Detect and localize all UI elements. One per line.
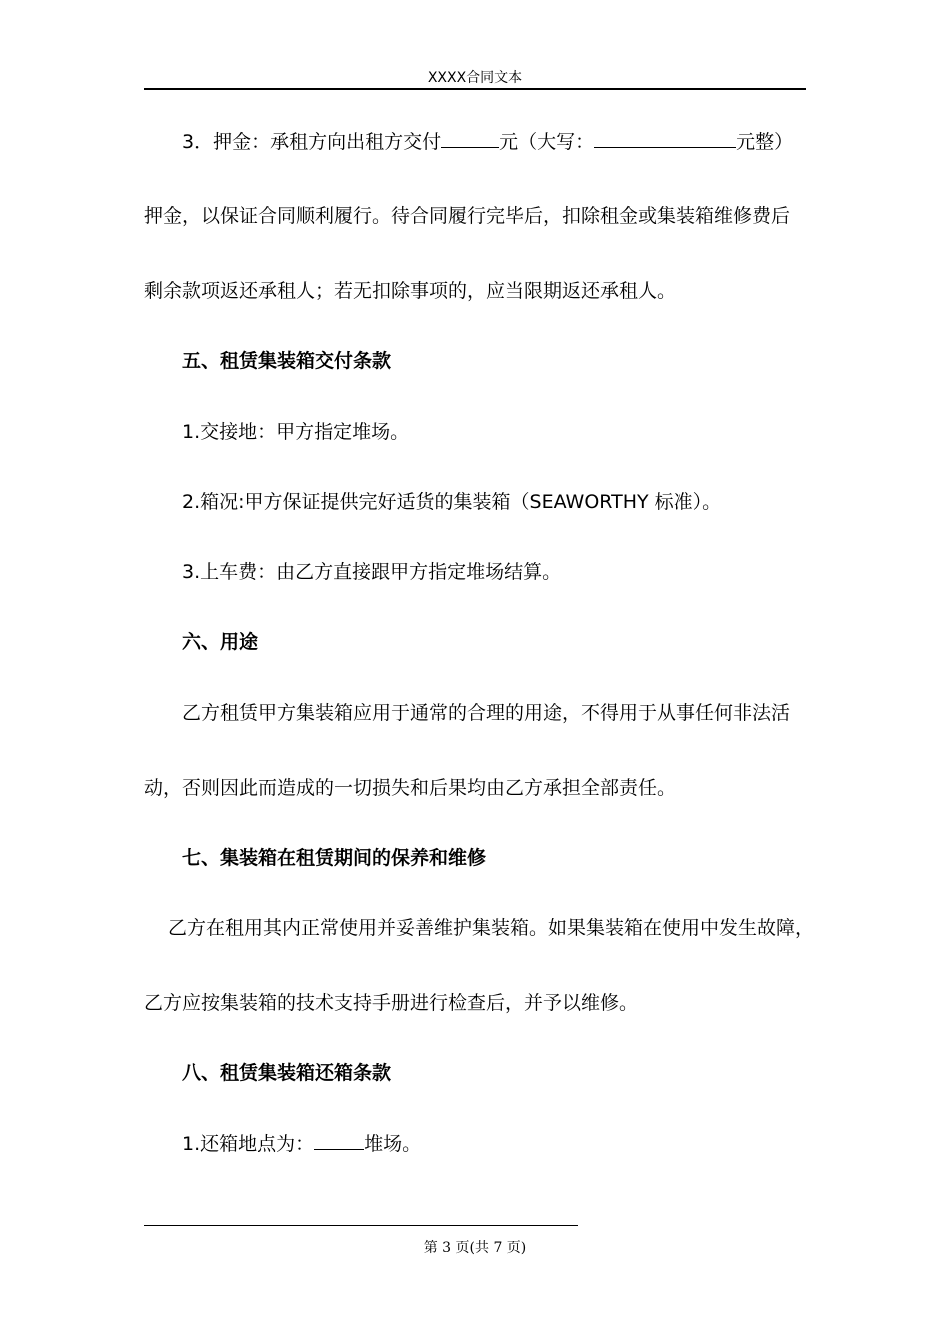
deposit-amount-blank: [441, 129, 499, 148]
section-8-item-1: [182, 1131, 421, 1156]
deposit-unit: 元（大写：: [499, 131, 595, 153]
section-7-line-1: 乙方在租用其内正常使用并妥善维护集装箱。如果集装箱在使用中发生故障，: [168, 917, 815, 939]
section-6-line-1: 乙方租赁甲方集装箱应用于通常的合理的用途，不得用于从事任何非法活: [182, 702, 791, 724]
footer-rule: [144, 1225, 578, 1226]
section-7-line-2: 乙方应按集装箱的技术支持手册进行检查后，并予以维修。: [144, 992, 639, 1014]
deposit-prefix: 3．押金：承租方向出租方交付: [182, 131, 442, 153]
page-header: XXXX合同文本: [427, 70, 523, 86]
section-5-item-3: 3.上车费：由乙方直接跟甲方指定堆场结算。: [182, 561, 562, 583]
return-location-prefix: 1.还箱地点为：: [182, 1133, 315, 1155]
deposit-line-3: 剩余款项返还承租人；若无扣除事项的，应当限期返还承租人。: [144, 280, 677, 302]
return-location-suffix: 堆场。: [364, 1133, 422, 1155]
deposit-suffix: 元整）: [736, 131, 794, 153]
section-6-heading: 六、用途: [182, 631, 259, 653]
section-8-heading: 八、租赁集装箱还箱条款: [182, 1062, 392, 1084]
header-rule: [144, 88, 806, 90]
section-5-heading: 五、租赁集装箱交付条款: [182, 350, 392, 372]
deposit-line-2: 押金，以保证合同顺利履行。待合同履行完毕后，扣除租金或集装箱维修费后: [144, 205, 791, 227]
deposit-line-1: [182, 129, 793, 154]
section-5-item-2: 2.箱况:甲方保证提供完好适货的集装箱（SEAWORTHY 标准）。: [182, 491, 722, 513]
return-location-blank: [314, 1131, 364, 1150]
deposit-uppercase-blank: [594, 129, 736, 148]
section-7-heading: 七、集装箱在租赁期间的保养和维修: [182, 847, 487, 869]
section-6-line-2: 动，否则因此而造成的一切损失和后果均由乙方承担全部责任。: [144, 777, 677, 799]
section-5-item-1: 1.交接地：甲方指定堆场。: [182, 421, 410, 443]
page-number: 第 3 页(共 7 页): [423, 1240, 527, 1256]
